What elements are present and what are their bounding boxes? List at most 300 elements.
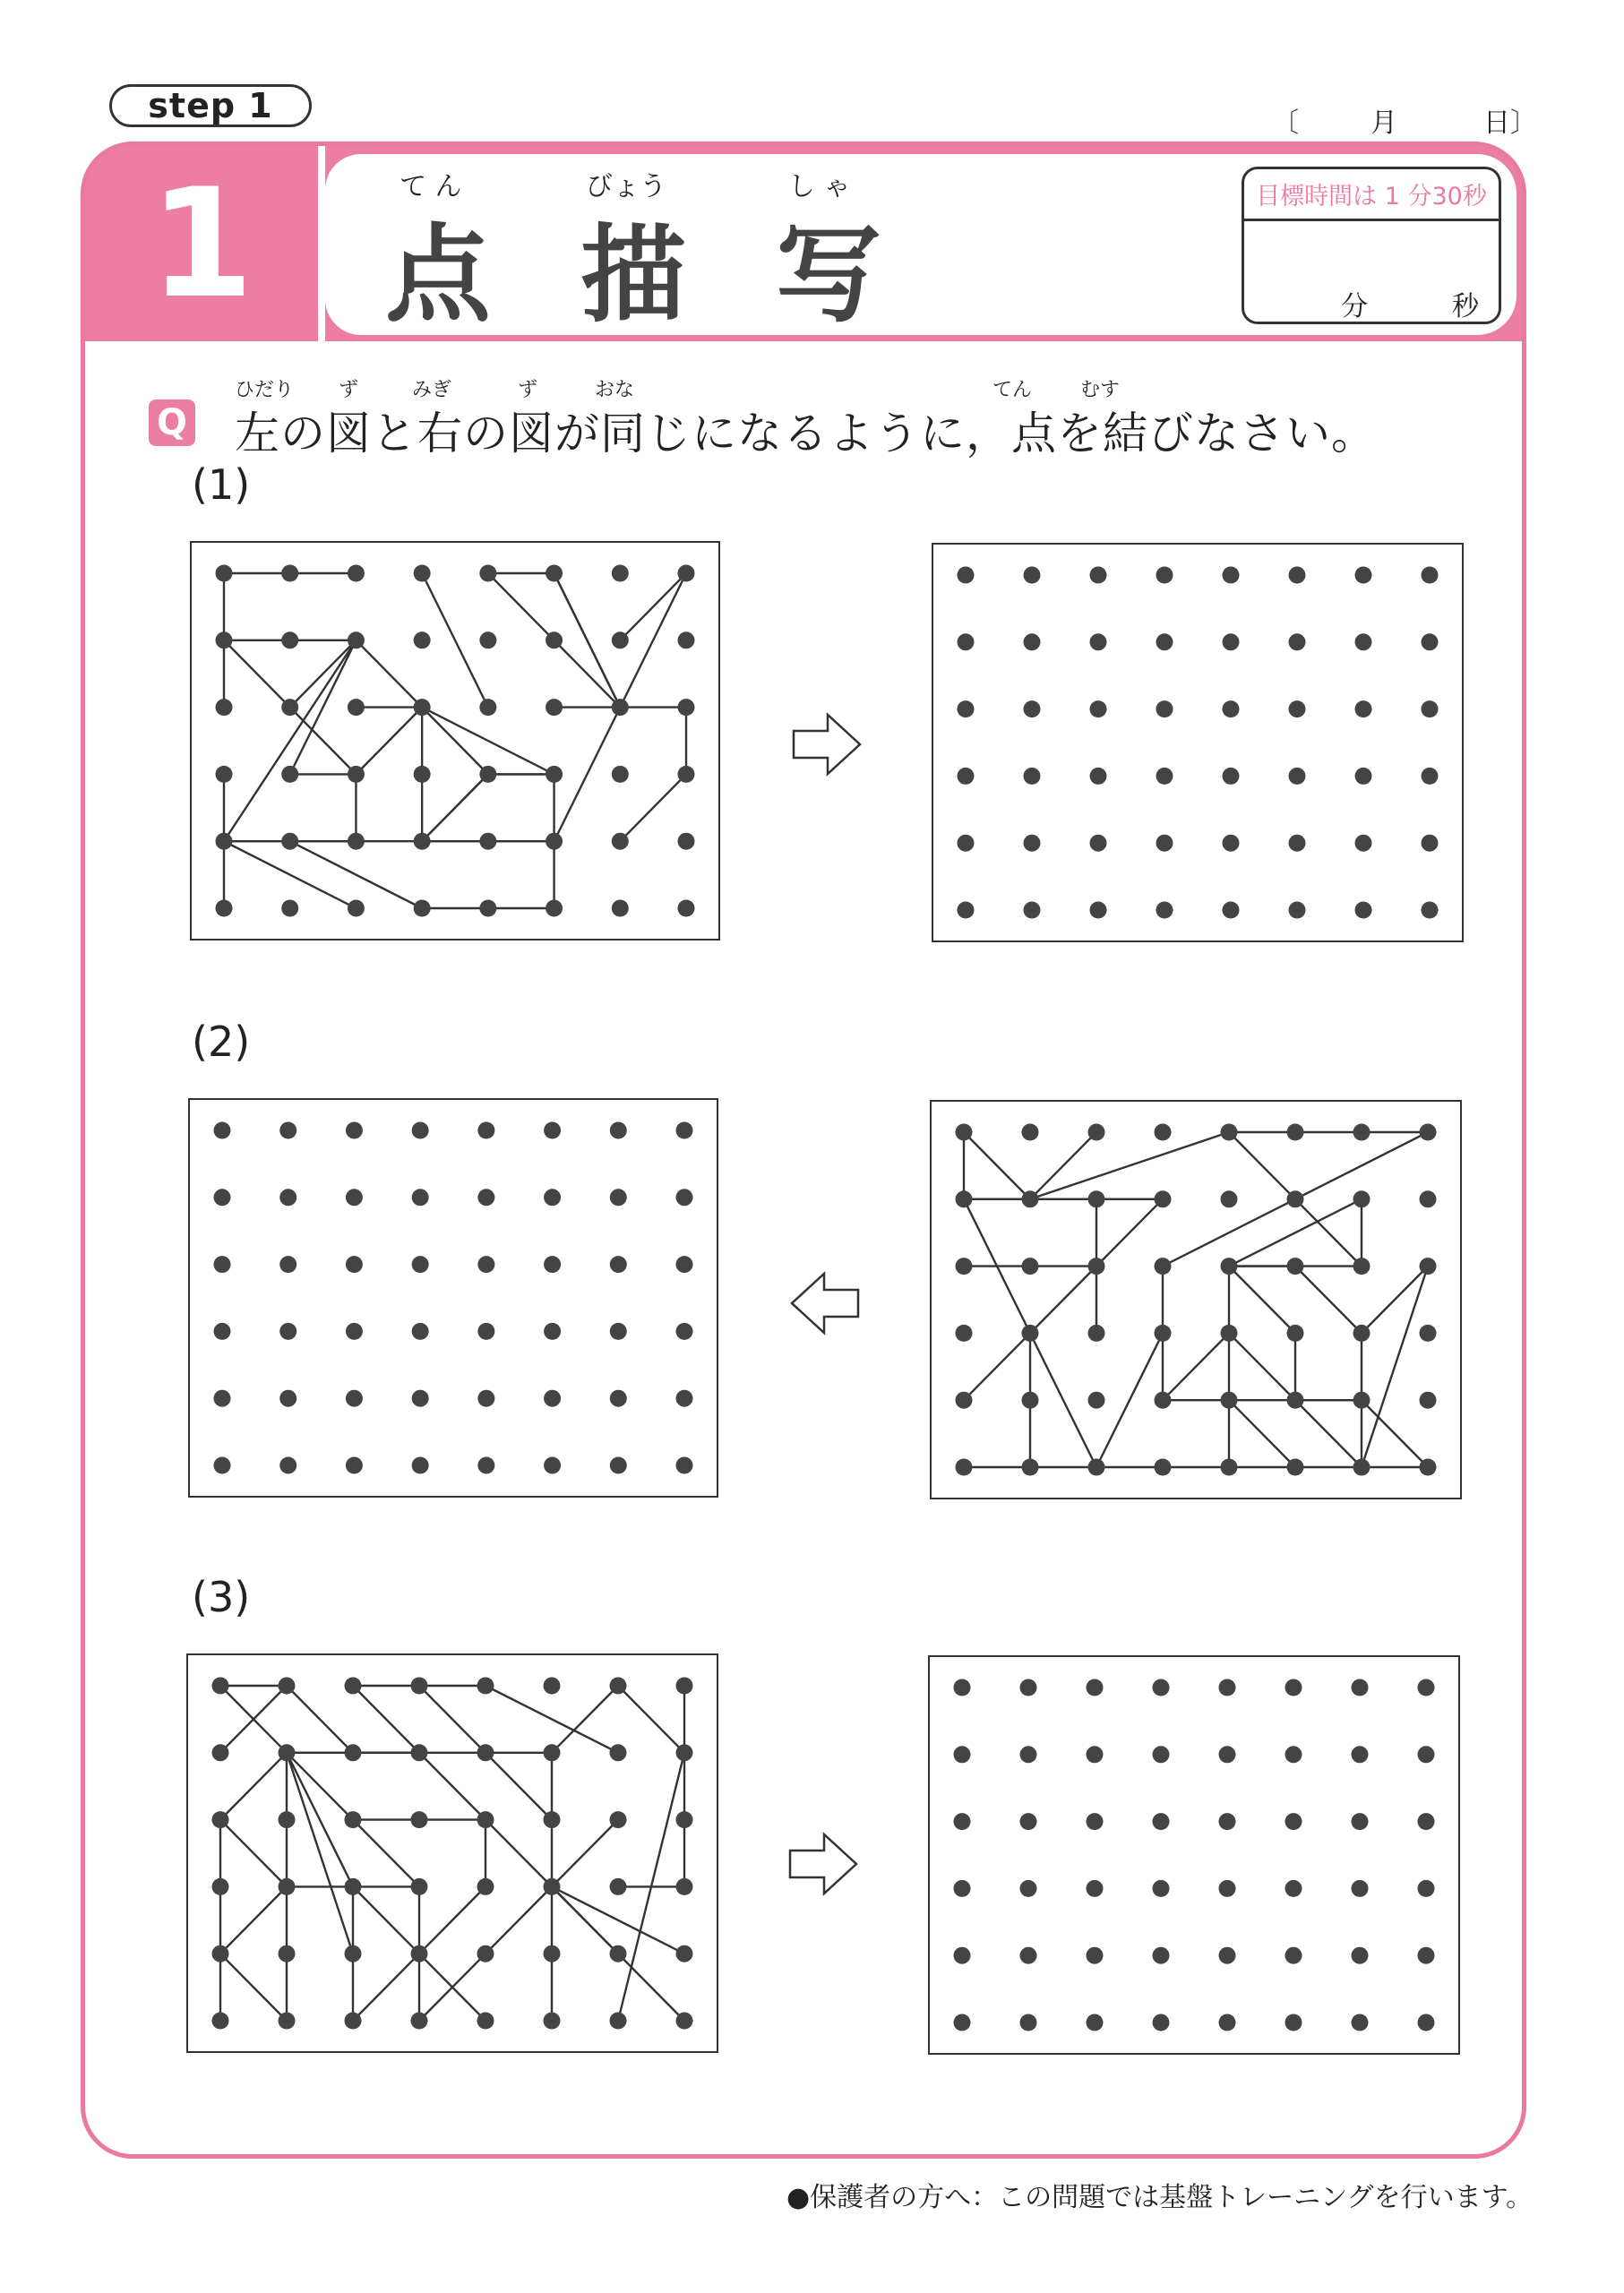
p3-answer-dot-3-3[interactable] <box>1153 1880 1170 1897</box>
p1-example-dot-2-2 <box>348 699 365 716</box>
p3-answer-dot-1-0[interactable] <box>954 1746 971 1763</box>
p1-answer-dot-1-4[interactable] <box>1223 633 1240 650</box>
p3-answer-dot-2-1[interactable] <box>1020 1813 1037 1830</box>
p1-example-segment-14 <box>290 640 357 775</box>
p3-answer-dot-1-5[interactable] <box>1285 1746 1302 1763</box>
p3-example-dot-3-1 <box>279 1878 296 1895</box>
p3-answer-dot-3-7[interactable] <box>1418 1880 1435 1897</box>
p3-example-dot-5-1 <box>279 2013 296 2030</box>
p1-example-dot-0-5 <box>546 565 563 582</box>
p1-answer-dot-5-7[interactable] <box>1422 902 1439 919</box>
p3-answer-dot-3-4[interactable] <box>1219 1880 1236 1897</box>
p3-example-dot-0-6 <box>610 1678 627 1695</box>
p3-example-dot-4-3 <box>411 1945 428 1962</box>
p1-example-dot-1-3 <box>414 631 431 648</box>
p3-answer-dot-2-0[interactable] <box>954 1813 971 1830</box>
p3-example-dot-4-6 <box>610 1945 627 1962</box>
p2-example-segment-6 <box>1030 1132 1229 1199</box>
p2-answer-dot-0-5[interactable] <box>544 1122 561 1139</box>
p1-example-segment-43 <box>554 640 621 708</box>
p1-answer-dot-2-1[interactable] <box>1024 700 1041 717</box>
p3-example-dot-0-2 <box>345 1678 362 1695</box>
p2-example-segment-12 <box>1096 1199 1163 1267</box>
p1-answer-dot-5-5[interactable] <box>1289 902 1306 919</box>
p3-example-dot-4-0 <box>212 1945 229 1962</box>
p1-example-dot-5-5 <box>546 900 563 917</box>
p1-answer-dot-4-0[interactable] <box>958 835 975 852</box>
p2-answer-dot-3-6[interactable] <box>610 1323 627 1340</box>
p1-answer-dot-2-4[interactable] <box>1223 700 1240 717</box>
p1-answer-dot-4-5[interactable] <box>1289 835 1306 852</box>
minutes-label: 分 <box>1341 291 1368 322</box>
p2-answer-dot-4-4[interactable] <box>477 1390 494 1407</box>
p3-answer-dot-2-2[interactable] <box>1087 1813 1104 1830</box>
p2-example-segment-10 <box>1163 1199 1295 1267</box>
p3-answer-dot-4-0[interactable] <box>954 1947 971 1964</box>
p2-answer-dot-2-7[interactable] <box>676 1256 693 1273</box>
p2-answer-dot-3-0[interactable] <box>214 1323 231 1340</box>
p3-example-segment-27 <box>353 1954 419 2021</box>
p2-example-dot-2-6 <box>1353 1258 1371 1275</box>
p1-answer-dot-1-3[interactable] <box>1156 633 1173 650</box>
p1-answer-dot-1-7[interactable] <box>1422 633 1439 650</box>
p3-example-dot-2-1 <box>279 1811 296 1828</box>
p1-answer-dot-3-6[interactable] <box>1355 768 1372 785</box>
p2-example-dot-3-3 <box>1155 1325 1172 1342</box>
p2-example-dot-2-1 <box>1022 1258 1039 1275</box>
p2-answer-dot-3-4[interactable] <box>477 1323 494 1340</box>
p3-answer-dot-0-4[interactable] <box>1219 1679 1236 1696</box>
p3-answer-dot-4-6[interactable] <box>1352 1947 1369 1964</box>
p3-example-segment-36 <box>552 1686 618 1753</box>
p1-example-segment-45 <box>422 573 488 708</box>
p1-example-dot-5-6 <box>612 900 629 917</box>
p3-answer-dot-5-6[interactable] <box>1352 2014 1369 2031</box>
p3-answer-svg <box>930 1657 1458 2053</box>
p2-answer-dot-1-7[interactable] <box>676 1189 693 1206</box>
p3-answer-dot-5-1[interactable] <box>1020 2014 1037 2031</box>
p1-answer-dot-5-4[interactable] <box>1223 902 1240 919</box>
p1-example-dot-5-2 <box>348 900 365 917</box>
right-arrow-icon <box>786 1831 860 1897</box>
p1-example-dot-2-4 <box>479 699 496 716</box>
p1-answer-dot-3-3[interactable] <box>1156 768 1173 785</box>
p2-example-dot-3-4 <box>1221 1325 1238 1342</box>
p2-example-segment-21 <box>1163 1333 1229 1400</box>
left-arrow-icon <box>788 1270 862 1336</box>
problem-1-example-grid <box>190 541 720 940</box>
problem-2-answer-grid[interactable] <box>188 1098 718 1498</box>
p1-answer-dot-5-2[interactable] <box>1090 902 1107 919</box>
p2-example-dot-4-2 <box>1088 1392 1105 1409</box>
p1-answer-dot-0-5[interactable] <box>1289 567 1306 584</box>
problem-1-answer-grid[interactable] <box>932 543 1464 942</box>
p2-answer-dot-0-0[interactable] <box>214 1122 231 1139</box>
footer-note: ●保護者の方へ：この問題では基盤トレーニングを行います。 <box>786 2182 1534 2213</box>
p2-example-dot-3-6 <box>1353 1325 1371 1342</box>
p3-answer-dot-4-2[interactable] <box>1087 1947 1104 1964</box>
p3-example-dot-3-6 <box>610 1878 627 1895</box>
p2-example-segment-42 <box>1229 1267 1295 1334</box>
p2-answer-dot-1-3[interactable] <box>412 1189 429 1206</box>
p2-example-dot-1-4 <box>1221 1190 1238 1207</box>
p1-example-segment-10 <box>224 640 356 841</box>
p2-answer-dot-5-1[interactable] <box>279 1457 296 1474</box>
p2-example-dot-5-4 <box>1221 1459 1238 1476</box>
p3-answer-dot-4-7[interactable] <box>1418 1947 1435 1964</box>
p3-example-dot-2-2 <box>345 1811 362 1828</box>
problem-2-label: (2) <box>192 1018 251 1066</box>
p1-example-segment-47 <box>422 708 554 775</box>
p1-answer-dot-4-3[interactable] <box>1156 835 1173 852</box>
p2-answer-dot-1-1[interactable] <box>279 1189 296 1206</box>
p2-example-segment-0 <box>964 1132 1030 1199</box>
p1-example-dot-2-6 <box>612 699 629 716</box>
ruby-zu-2: ず <box>518 379 538 401</box>
p2-example-dot-0-5 <box>1287 1124 1304 1141</box>
p3-example-dot-5-7 <box>676 2013 693 2030</box>
p3-example-dot-2-6 <box>610 1811 627 1828</box>
p1-answer-dot-4-7[interactable] <box>1422 835 1439 852</box>
p1-answer-dot-5-3[interactable] <box>1156 902 1173 919</box>
p2-answer-dot-0-3[interactable] <box>412 1122 429 1139</box>
p1-answer-svg <box>933 545 1462 940</box>
p2-example-dot-3-5 <box>1287 1325 1304 1342</box>
p3-example-segment-33 <box>353 1886 419 1954</box>
p2-example-dot-2-2 <box>1088 1258 1105 1275</box>
p3-example-dot-2-0 <box>212 1811 229 1828</box>
p1-example-dot-3-1 <box>281 766 298 783</box>
title-char-1: 点 <box>385 213 492 337</box>
p3-example-dot-1-6 <box>610 1744 627 1761</box>
p1-example-segment-8 <box>290 640 357 708</box>
p1-answer-dot-0-6[interactable] <box>1355 567 1372 584</box>
p1-answer-dot-5-6[interactable] <box>1355 902 1372 919</box>
p2-answer-dot-1-5[interactable] <box>544 1189 561 1206</box>
p1-answer-dot-5-0[interactable] <box>958 902 975 919</box>
p3-answer-dot-0-2[interactable] <box>1087 1679 1104 1696</box>
p3-answer-dot-1-4[interactable] <box>1219 1746 1236 1763</box>
p1-answer-dot-3-4[interactable] <box>1223 768 1240 785</box>
p2-answer-dot-4-6[interactable] <box>610 1390 627 1407</box>
p1-answer-dot-0-2[interactable] <box>1090 567 1107 584</box>
p1-example-dot-3-0 <box>216 766 233 783</box>
p3-answer-dot-3-6[interactable] <box>1352 1880 1369 1897</box>
p2-example-dot-1-2 <box>1088 1190 1105 1207</box>
p3-example-segment-29 <box>419 1886 485 1954</box>
p1-answer-dot-3-5[interactable] <box>1289 768 1306 785</box>
lesson-number: 1 <box>85 146 325 341</box>
p1-example-segment-44 <box>554 573 621 708</box>
p1-example-dot-5-1 <box>281 900 298 917</box>
timer-box[interactable] <box>1242 167 1501 324</box>
p1-example-dot-4-3 <box>414 833 431 850</box>
right-arrow-icon <box>790 711 864 777</box>
p2-answer-dot-0-1[interactable] <box>279 1122 296 1139</box>
p2-example-dot-4-7 <box>1420 1392 1437 1409</box>
p1-example-segment-38 <box>620 573 686 708</box>
p1-answer-dot-4-1[interactable] <box>1024 835 1041 852</box>
p2-example-dot-4-5 <box>1287 1392 1304 1409</box>
p1-example-dot-3-6 <box>612 766 629 783</box>
p1-example-dot-1-2 <box>348 631 365 648</box>
p1-example-segment-22 <box>290 841 422 908</box>
p1-example-segment-9 <box>356 640 422 708</box>
p2-example-dot-0-6 <box>1353 1124 1371 1141</box>
title-ruby-1: て ん <box>400 171 462 202</box>
p2-answer-dot-0-2[interactable] <box>346 1122 363 1139</box>
p2-answer-dot-2-5[interactable] <box>544 1256 561 1273</box>
p3-answer-dot-1-3[interactable] <box>1153 1746 1170 1763</box>
p2-answer-dot-4-1[interactable] <box>279 1390 296 1407</box>
p2-example-dot-1-3 <box>1155 1190 1172 1207</box>
p1-answer-dot-1-1[interactable] <box>1024 633 1041 650</box>
p3-answer-dot-2-3[interactable] <box>1153 1813 1170 1830</box>
p2-answer-dot-4-3[interactable] <box>412 1390 429 1407</box>
p3-example-dot-1-3 <box>411 1744 428 1761</box>
p3-answer-dot-0-6[interactable] <box>1352 1679 1369 1696</box>
date-open-bracket: 〔 <box>1272 107 1299 139</box>
p2-example-dot-5-0 <box>956 1459 973 1476</box>
p2-answer-dot-4-0[interactable] <box>214 1390 231 1407</box>
p1-answer-dot-5-1[interactable] <box>1024 902 1041 919</box>
p2-example-dot-2-0 <box>956 1258 973 1275</box>
p3-answer-dot-4-5[interactable] <box>1285 1947 1302 1964</box>
p2-answer-dot-3-5[interactable] <box>544 1323 561 1340</box>
p2-answer-dot-1-4[interactable] <box>477 1189 494 1206</box>
p2-example-dot-2-4 <box>1221 1258 1238 1275</box>
p3-example-dot-3-5 <box>544 1878 561 1895</box>
p1-answer-dot-4-2[interactable] <box>1090 835 1107 852</box>
p3-example-dot-0-4 <box>477 1678 494 1695</box>
p3-answer-dot-1-2[interactable] <box>1087 1746 1104 1763</box>
p3-example-dot-1-5 <box>544 1744 561 1761</box>
p1-example-segment-34 <box>422 774 488 841</box>
p3-answer-dot-0-1[interactable] <box>1020 1679 1037 1696</box>
p2-example-dot-1-5 <box>1287 1190 1304 1207</box>
p2-answer-dot-5-2[interactable] <box>346 1457 363 1474</box>
p3-answer-dot-4-4[interactable] <box>1219 1947 1236 1964</box>
p3-answer-dot-4-3[interactable] <box>1153 1947 1170 1964</box>
p2-example-dot-5-6 <box>1353 1459 1371 1476</box>
p1-example-dot-4-4 <box>479 833 496 850</box>
p3-example-dot-5-5 <box>544 2013 561 2030</box>
p3-answer-dot-0-3[interactable] <box>1153 1679 1170 1696</box>
problem-3-example-grid <box>186 1653 718 2053</box>
p3-answer-dot-3-5[interactable] <box>1285 1880 1302 1897</box>
p2-answer-dot-2-6[interactable] <box>610 1256 627 1273</box>
p1-answer-dot-2-7[interactable] <box>1422 700 1439 717</box>
p3-example-segment-32 <box>220 1954 287 2021</box>
p3-example-segment-42 <box>552 1886 618 1954</box>
p3-example-dot-3-2 <box>345 1878 362 1895</box>
p2-answer-dot-3-7[interactable] <box>676 1323 693 1340</box>
p1-answer-dot-0-1[interactable] <box>1024 567 1041 584</box>
p2-answer-dot-4-5[interactable] <box>544 1390 561 1407</box>
p1-answer-dot-0-7[interactable] <box>1422 567 1439 584</box>
p1-answer-dot-2-5[interactable] <box>1289 700 1306 717</box>
p1-example-segment-29 <box>422 708 488 775</box>
p3-answer-dot-5-2[interactable] <box>1087 2014 1104 2031</box>
p1-answer-dot-1-0[interactable] <box>958 633 975 650</box>
p3-answer-dot-1-6[interactable] <box>1352 1746 1369 1763</box>
p3-example-segment-37 <box>618 1686 684 1753</box>
p2-answer-dot-2-4[interactable] <box>477 1256 494 1273</box>
p2-answer-dot-5-7[interactable] <box>676 1457 693 1474</box>
p3-example-dot-5-6 <box>610 2013 627 2030</box>
p2-example-dot-1-0 <box>956 1190 973 1207</box>
p1-example-dot-0-3 <box>414 565 431 582</box>
p3-answer-dot-5-4[interactable] <box>1219 2014 1236 2031</box>
p2-answer-dot-0-7[interactable] <box>676 1122 693 1139</box>
problem-3-answer-grid[interactable] <box>928 1655 1460 2055</box>
p3-example-dot-5-2 <box>345 2013 362 2030</box>
p3-example-dot-0-0 <box>212 1678 229 1695</box>
p1-example-segment-6 <box>224 640 290 708</box>
p3-answer-dot-5-7[interactable] <box>1418 2014 1435 2031</box>
p2-answer-dot-1-2[interactable] <box>346 1189 363 1206</box>
p2-example-dot-4-4 <box>1221 1392 1238 1409</box>
p3-example-segment-44 <box>552 1820 618 1887</box>
p2-answer-dot-0-4[interactable] <box>477 1122 494 1139</box>
p2-example-dot-0-2 <box>1088 1124 1105 1141</box>
p1-example-segment-12 <box>356 708 422 775</box>
p1-example-segment-20 <box>224 841 356 908</box>
p3-example-segment-6 <box>353 1686 552 1886</box>
problem-3-label: (3) <box>192 1573 251 1621</box>
p2-answer-dot-5-6[interactable] <box>610 1457 627 1474</box>
p2-answer-dot-5-5[interactable] <box>544 1457 561 1474</box>
p3-example-dot-0-7 <box>676 1678 693 1695</box>
p2-answer-dot-5-4[interactable] <box>477 1457 494 1474</box>
p1-example-dot-2-7 <box>678 699 695 716</box>
p3-answer-dot-3-1[interactable] <box>1020 1880 1037 1897</box>
p3-example-segment-8 <box>485 1686 618 1753</box>
p2-answer-dot-1-6[interactable] <box>610 1189 627 1206</box>
p1-example-dot-1-5 <box>546 631 563 648</box>
p1-example-dot-4-7 <box>678 833 695 850</box>
p3-example-svg <box>188 1655 717 2051</box>
p2-answer-dot-5-3[interactable] <box>412 1457 429 1474</box>
p3-answer-dot-5-3[interactable] <box>1153 2014 1170 2031</box>
p3-answer-dot-0-7[interactable] <box>1418 1679 1435 1696</box>
p1-answer-dot-0-3[interactable] <box>1156 567 1173 584</box>
title-char-3: 写 <box>776 213 882 337</box>
title-ruby-2: びょう <box>586 171 666 202</box>
p1-example-dot-3-7 <box>678 766 695 783</box>
p3-example-segment-20 <box>287 1753 353 1954</box>
p3-example-segment-10 <box>287 1753 353 1887</box>
p2-answer-dot-5-0[interactable] <box>214 1457 231 1474</box>
p2-answer-dot-2-2[interactable] <box>346 1256 363 1273</box>
p1-answer-dot-0-4[interactable] <box>1223 567 1240 584</box>
p3-answer-dot-5-5[interactable] <box>1285 2014 1302 2031</box>
p2-answer-dot-3-2[interactable] <box>346 1323 363 1340</box>
title-ruby-3: し ゃ <box>788 171 851 202</box>
p1-example-segment-42 <box>488 573 554 640</box>
p3-example-dot-5-4 <box>477 2013 494 2030</box>
p1-example-dot-1-0 <box>216 631 233 648</box>
p2-answer-svg <box>190 1100 717 1496</box>
p2-example-dot-3-1 <box>1022 1325 1039 1342</box>
p1-answer-dot-2-2[interactable] <box>1090 700 1107 717</box>
p3-example-dot-1-7 <box>676 1744 693 1761</box>
p3-example-dot-3-3 <box>411 1878 428 1895</box>
p1-answer-dot-2-3[interactable] <box>1156 700 1173 717</box>
p3-example-dot-1-4 <box>477 1744 494 1761</box>
p1-example-dot-1-6 <box>612 631 629 648</box>
p1-answer-dot-1-5[interactable] <box>1289 633 1306 650</box>
p2-example-segment-38 <box>1295 1267 1362 1334</box>
p2-answer-dot-4-2[interactable] <box>346 1390 363 1407</box>
p1-answer-dot-4-4[interactable] <box>1223 835 1240 852</box>
p2-answer-dot-3-1[interactable] <box>279 1323 296 1340</box>
p1-answer-dot-3-1[interactable] <box>1024 768 1041 785</box>
p2-example-dot-4-6 <box>1353 1392 1371 1409</box>
p3-answer-dot-5-0[interactable] <box>954 2014 971 2031</box>
p2-answer-dot-0-6[interactable] <box>610 1122 627 1139</box>
p2-answer-dot-2-0[interactable] <box>214 1256 231 1273</box>
p1-answer-dot-2-0[interactable] <box>958 700 975 717</box>
p3-example-dot-3-0 <box>212 1878 229 1895</box>
p3-example-dot-3-7 <box>676 1878 693 1895</box>
p3-answer-dot-0-0[interactable] <box>954 1679 971 1696</box>
p1-answer-dot-1-2[interactable] <box>1090 633 1107 650</box>
p2-answer-dot-2-3[interactable] <box>412 1256 429 1273</box>
p3-answer-dot-2-5[interactable] <box>1285 1813 1302 1830</box>
p1-example-segment-46 <box>620 774 686 841</box>
p2-answer-dot-4-7[interactable] <box>676 1390 693 1407</box>
problem-2-example-grid <box>930 1100 1462 1499</box>
p2-answer-dot-1-0[interactable] <box>214 1189 231 1206</box>
p3-answer-dot-2-4[interactable] <box>1219 1813 1236 1830</box>
p1-answer-dot-3-7[interactable] <box>1422 768 1439 785</box>
p3-answer-dot-1-7[interactable] <box>1418 1746 1435 1763</box>
step-badge: step 1 <box>109 84 312 127</box>
p1-example-dot-3-5 <box>546 766 563 783</box>
p2-example-segment-8 <box>1229 1132 1295 1199</box>
p3-answer-dot-0-5[interactable] <box>1285 1679 1302 1696</box>
p2-example-dot-3-2 <box>1088 1325 1105 1342</box>
date-field[interactable] <box>1272 100 1541 145</box>
p1-answer-dot-1-6[interactable] <box>1355 633 1372 650</box>
p3-answer-dot-3-2[interactable] <box>1087 1880 1104 1897</box>
p3-example-segment-19 <box>220 1820 287 1887</box>
p3-answer-dot-4-1[interactable] <box>1020 1947 1037 1964</box>
p2-answer-dot-3-3[interactable] <box>412 1323 429 1340</box>
p1-answer-dot-4-6[interactable] <box>1355 835 1372 852</box>
p3-example-dot-4-1 <box>279 1945 296 1962</box>
p2-answer-dot-2-1[interactable] <box>279 1256 296 1273</box>
p3-answer-dot-2-7[interactable] <box>1418 1813 1435 1830</box>
p3-example-dot-4-5 <box>544 1945 561 1962</box>
p1-answer-dot-3-0[interactable] <box>958 768 975 785</box>
p1-example-dot-4-6 <box>612 833 629 850</box>
p3-example-dot-4-2 <box>345 1945 362 1962</box>
p1-answer-dot-3-2[interactable] <box>1090 768 1107 785</box>
p2-example-dot-4-3 <box>1155 1392 1172 1409</box>
p1-example-dot-5-4 <box>479 900 496 917</box>
p3-answer-dot-1-1[interactable] <box>1020 1746 1037 1763</box>
p1-example-dot-2-1 <box>281 699 298 716</box>
p1-answer-dot-0-0[interactable] <box>958 567 975 584</box>
p3-answer-dot-3-0[interactable] <box>954 1880 971 1897</box>
p3-answer-dot-2-6[interactable] <box>1352 1813 1369 1830</box>
p3-example-dot-2-4 <box>477 1811 494 1828</box>
p1-answer-dot-2-6[interactable] <box>1355 700 1372 717</box>
p1-example-dot-4-2 <box>348 833 365 850</box>
p3-example-segment-15 <box>220 1753 287 1820</box>
